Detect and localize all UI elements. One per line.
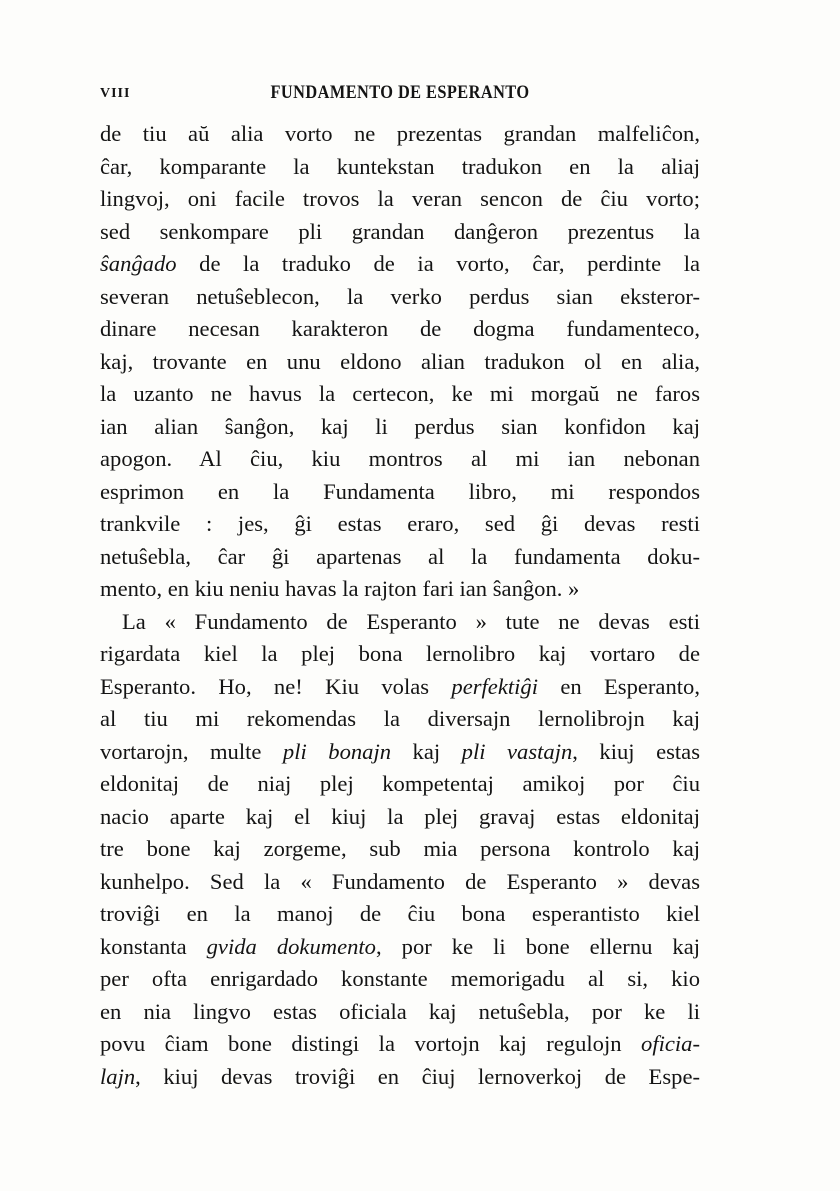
text-segment: al tiu mi rekomendas la diversajn lernolibrojn kaj <box>100 706 700 731</box>
text-line <box>100 606 700 639</box>
text-segment: konstanta <box>100 933 207 959</box>
text-line <box>100 411 700 444</box>
text-line <box>100 313 700 346</box>
text-line <box>100 833 700 866</box>
text-line <box>100 703 700 736</box>
text-segment: en nia lingvo estas oficiala kaj netuŝebla, por ke li <box>100 998 700 1024</box>
text-line <box>100 508 700 541</box>
text-segment: de tiu aŭ alia vorto ne prezentas grandan malfeliĉon, <box>100 121 700 146</box>
text-line <box>100 866 700 899</box>
italic-text: gvida dokumento <box>206 933 376 959</box>
text-segment: lingvoj, oni facile trovos la veran sencon de ĉiu vorto; <box>100 186 700 211</box>
italic-text: ŝanĝado <box>100 251 177 276</box>
text-segment: kunhelpo. Sed la « Fundamento de Esperanto » devas <box>100 868 700 894</box>
text-line <box>100 151 700 184</box>
text-segment: Esperanto. Ho, ne! Kiu volas <box>100 673 452 699</box>
text-segment: rigardata kiel la plej bona lernolibro kaj vortaro de <box>100 641 700 666</box>
text-line <box>100 346 700 379</box>
body-text <box>100 118 700 1093</box>
text-line <box>100 541 700 574</box>
text-line <box>100 768 700 801</box>
text-line <box>100 931 700 964</box>
text-segment: mento, en kiu neniu havas la rajton fari ian ŝanĝon. » <box>100 576 580 601</box>
text-line <box>100 963 700 996</box>
text-segment: de la traduko de ia vorto, ĉar, perdinte la <box>176 251 700 276</box>
page-number: VIII <box>100 86 131 101</box>
text-line <box>100 443 700 476</box>
text-segment: netuŝebla, ĉar ĝi apartenas al la fundamenta doku- <box>100 543 700 569</box>
text-segment: kaj <box>391 738 462 764</box>
text-line <box>100 573 700 606</box>
text-segment: vortarojn, multe <box>100 738 283 764</box>
text-line <box>100 281 700 314</box>
text-segment: ian alian ŝanĝon, kaj li perdus sian konfidon kaj <box>100 413 700 439</box>
italic-text: perfektiĝi <box>451 673 538 699</box>
text-segment: en Esperanto, <box>537 673 700 699</box>
text-segment: La « Fundamento de Esperanto » tute ne devas esti <box>122 608 700 634</box>
text-segment: , kiuj estas <box>572 738 700 764</box>
text-segment: nacio aparte kaj el kiuj la plej gravaj estas eldonitaj <box>100 803 700 829</box>
text-line <box>100 736 700 769</box>
italic-text: oficia- <box>641 1031 700 1056</box>
text-line <box>100 183 700 216</box>
running-title: FUNDAMENTO DE ESPERANTO <box>270 82 530 103</box>
text-segment: tre bone kaj zorgeme, sub mia persona kontrolo kaj <box>100 836 700 861</box>
text-segment: ĉar, komparante la kuntekstan tradukon en la aliaj <box>100 153 700 179</box>
text-segment: povu ĉiam bone distingi la vortojn kaj regulojn <box>100 1031 642 1056</box>
text-segment: eldonitaj de niaj plej kompetentaj amikoj por ĉiu <box>100 771 700 796</box>
text-line <box>100 801 700 834</box>
text-segment: , por ke li bone ellernu kaj <box>375 933 700 959</box>
text-segment: la uzanto ne havus la certecon, ke mi morgaŭ ne faros <box>100 381 700 406</box>
italic-text: pli bonajn <box>282 738 392 764</box>
text-line <box>100 638 700 671</box>
text-segment: sed senkompare pli grandan danĝeron prezentus la <box>100 218 700 244</box>
text-line <box>100 671 700 704</box>
text-segment: kaj, trovante en unu eldono alian tradukon ol en alia, <box>100 348 700 374</box>
text-line <box>100 216 700 249</box>
text-line <box>100 248 700 281</box>
text-line <box>100 476 700 509</box>
italic-text: pli vastajn <box>461 738 573 764</box>
text-segment: apogon. Al ĉiu, kiu montros al mi ian nebonan <box>100 446 700 471</box>
text-segment: dinare necesan karakteron de dogma fundamenteco, <box>100 316 700 341</box>
text-line <box>100 898 700 931</box>
text-segment: severan netuŝeblecon, la verko perdus sian eksteror- <box>100 283 700 309</box>
text-segment: esprimon en la Fundamenta libro, mi respondos <box>100 478 700 504</box>
text-segment: troviĝi en la manoj de ĉiu bona esperantisto kiel <box>100 901 700 926</box>
text-line <box>100 118 700 151</box>
text-segment: per ofta enrigardado konstante memorigadu al si, kio <box>100 966 700 991</box>
page-header <box>100 80 700 112</box>
text-line <box>100 378 700 411</box>
italic-text: lajn <box>100 1063 136 1089</box>
text-segment: trankvile : jes, ĝi estas eraro, sed ĝi devas resti <box>100 511 700 536</box>
text-segment: , kiuj devas troviĝi en ĉiuj lernoverkoj de Espe- <box>135 1063 700 1089</box>
text-line <box>100 996 700 1029</box>
text-line <box>100 1061 700 1094</box>
text-line <box>100 1028 700 1061</box>
